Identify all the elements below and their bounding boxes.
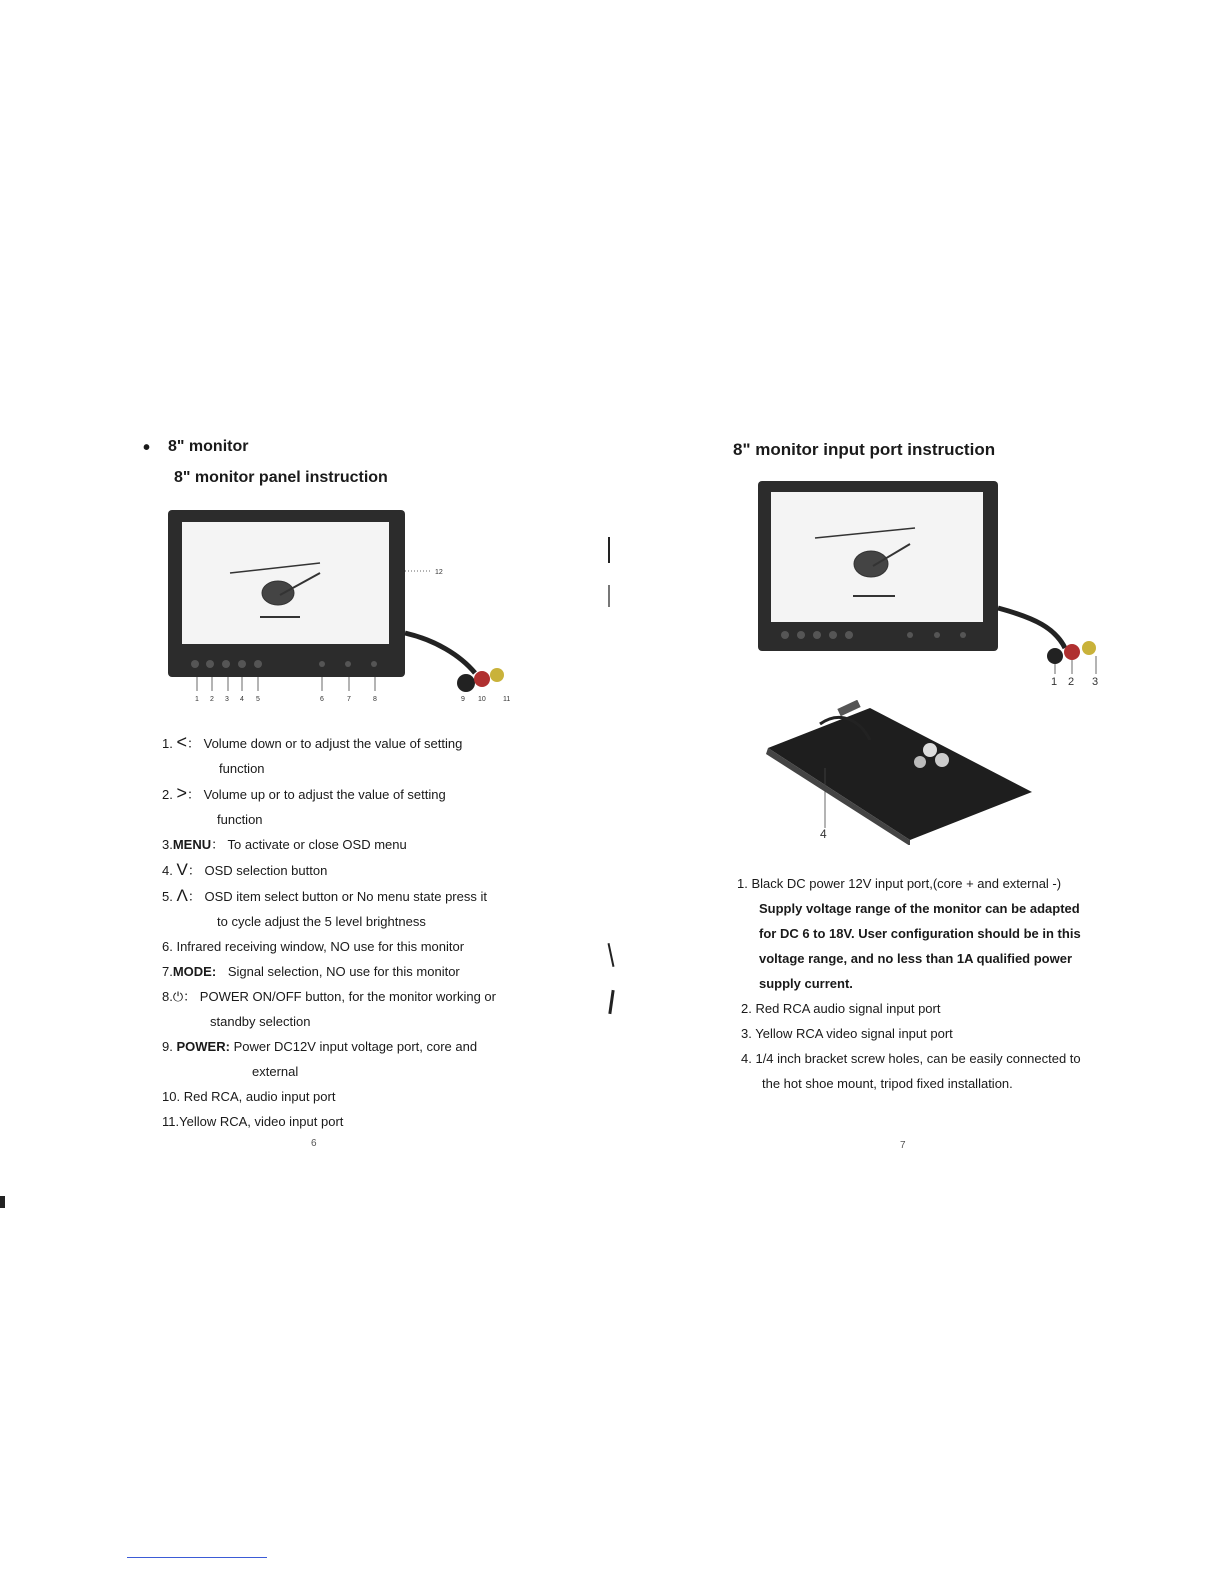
list-item-bold: for DC 6 to 18V. User configuration should be in this <box>759 926 1081 941</box>
list-item: 4. V： OSD selection button <box>162 860 328 879</box>
callout-6: 6 <box>320 696 324 703</box>
callout-r1: 1 <box>1051 676 1058 688</box>
list-item: 1. <： Volume down or to adjust the value of setting <box>162 732 463 752</box>
list-item: 8.⏻： POWER ON/OFF button, for the monitor working or <box>162 989 496 1004</box>
callout-2: 2 <box>210 696 214 703</box>
list-item: 11.Yellow RCA, video input port <box>162 1114 344 1129</box>
list-item-cont: standby selection <box>210 1014 311 1029</box>
callout-11: 11 <box>503 696 511 703</box>
monitor-input-figure <box>755 478 1115 688</box>
list-item: 4. 1/4 inch bracket screw holes, can be easily connected to <box>741 1051 1081 1066</box>
callout-4: 4 <box>240 696 244 703</box>
callout-1: 1 <box>195 696 199 703</box>
scan-mark <box>0 1196 5 1208</box>
page-number-right: 7 <box>900 1140 906 1151</box>
arrow-left-icon: < <box>176 732 187 752</box>
list-item: 6. Infrared receiving window, NO use for this monitor <box>162 939 465 954</box>
list-item-cont: external <box>252 1064 299 1079</box>
list-item: 3. Yellow RCA video signal input port <box>741 1026 953 1041</box>
list-item-cont: function <box>217 812 263 827</box>
list-item-cont: the hot shoe mount, tripod fixed installation. <box>762 1076 1013 1091</box>
right-heading: 8" monitor input port instruction <box>733 440 996 459</box>
list-item: 2. >： Volume up or to adjust the value of setting <box>162 783 446 803</box>
list-item: 1. Black DC power 12V input port,(core + and external -) <box>737 876 1062 891</box>
bullet: • <box>143 437 151 459</box>
callout-12: 12 <box>435 569 443 576</box>
scan-mark <box>608 537 610 563</box>
list-item: 10. Red RCA, audio input port <box>162 1089 336 1104</box>
list-item-bold: supply current. <box>759 976 853 991</box>
callout-r3: 3 <box>1092 676 1099 688</box>
list-item: 9. POWER: Power DC12V input voltage port, core and <box>162 1039 478 1054</box>
scan-mark <box>608 943 615 967</box>
callout-5: 5 <box>256 696 260 703</box>
scan-mark <box>608 585 610 607</box>
list-item-cont: to cycle adjust the 5 level brightness <box>217 914 426 929</box>
callout-3: 3 <box>225 696 229 703</box>
callout-10: 10 <box>478 696 486 703</box>
scan-mark <box>608 990 614 1014</box>
list-item: 7.MODE: Signal selection, NO use for this monitor <box>162 964 460 979</box>
callout-r2: 2 <box>1068 676 1075 688</box>
callout-8: 8 <box>373 696 377 703</box>
power-icon: ⏻ <box>172 989 184 1004</box>
chevron-down-icon: V <box>176 860 188 879</box>
left-heading: 8" monitor <box>168 438 249 455</box>
callout-r4: 4 <box>820 827 827 841</box>
monitor-back-figure <box>760 700 1040 845</box>
left-subheading: 8" monitor panel instruction <box>174 469 388 486</box>
list-item: 5. Λ： OSD item select button or No menu state press it <box>162 886 487 905</box>
list-item-cont: function <box>219 761 265 776</box>
arrow-right-icon: > <box>176 783 187 803</box>
callout-7: 7 <box>347 696 351 703</box>
callout-9: 9 <box>461 696 465 703</box>
list-item: 3.MENU： To activate or close OSD menu <box>162 837 407 852</box>
list-item-bold: voltage range, and no less than 1A qualified power <box>759 951 1073 966</box>
left-item-list <box>162 730 522 1134</box>
chevron-up-icon: Λ <box>176 886 188 905</box>
list-item: 2. Red RCA audio signal input port <box>741 1001 941 1016</box>
list-item-bold: Supply voltage range of the monitor can be adapted <box>759 901 1080 916</box>
page-number-left: 6 <box>311 1138 317 1149</box>
scan-mark <box>127 1557 267 1558</box>
right-item-list <box>737 871 1117 1096</box>
monitor-front-figure <box>160 505 525 705</box>
